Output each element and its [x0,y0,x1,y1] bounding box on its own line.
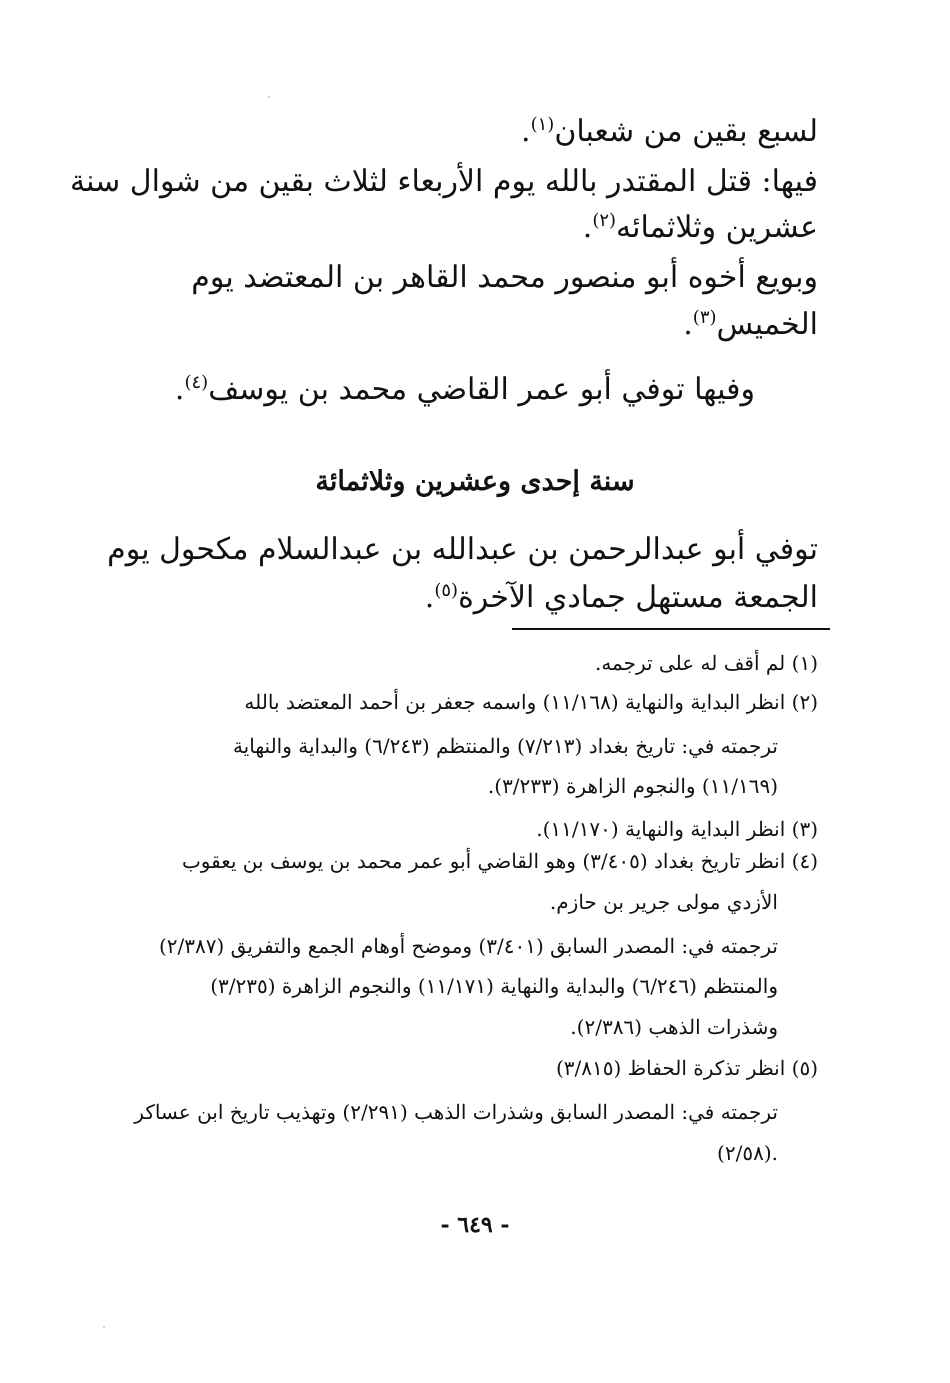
body-line-1: لسبع بقين من شعبان$^{(١)}$. [521,114,818,149]
section-line-1: توفي أبو عبدالرحمن بن عبدالله بن عبدالسلام مكحول يوم [107,532,818,567]
footnote-ref[interactable]: (٣) [692,307,717,328]
body-line-2: فيها: قتل المقتدر بالله يوم الأربعاء لثلاث بقين من شوال سنة [70,164,818,199]
footnote-4-cont-1: الأزدي مولى جرير بن حازم. [549,890,778,914]
footnote-3: (٣) انظر البداية والنهاية (١١/١٧٠). [536,817,818,841]
page-number: - ٦٤٩ - [440,1212,510,1238]
footnote-4-cont-4: وشذرات الذهب (٢/٣٨٦). [570,1015,778,1039]
scan-speck [268,96,270,98]
footnote-4-cont-2: ترجمته في: المصدر السابق (٣/٤٠١) وموضح أوهام الجمع والتفريق (٢/٣٨٧) [158,934,778,958]
scan-speck [103,1326,105,1328]
footnote-4-cont-3: والمنتظم (٦/٢٤٦) والبداية والنهاية (١١/١٧١) والنجوم الزاهرة (٣/٢٣٥) [210,974,778,998]
footnote-4: (٤) انظر تاريخ بغداد (٣/٤٠٥) وهو القاضي أبو عمر محمد بن يوسف بن يعقوب [181,849,818,873]
body-line-6: وفيها توفي أبو عمر القاضي محمد بن يوسف$^{(٤)}$. [174,372,755,407]
footnote-2: (٢) انظر البداية والنهاية (١١/١٦٨) واسمه جعفر بن أحمد المعتضد بالله [244,690,818,714]
footnote-ref[interactable]: (١) [530,114,555,135]
footnote-1: (١) لم أقف له على ترجمه. [594,651,818,675]
section-line-2: الجمعة مستهل جمادي الآخرة$^{(٥)}$. [424,580,818,615]
footnote-separator [512,628,830,630]
footnote-5-cont-1: ترجمته في: المصدر السابق وشذرات الذهب (٢/٢٩١) وتهذيب تاريخ ابن عساكر [134,1100,778,1124]
footnote-ref[interactable]: (٥) [434,580,459,601]
footnote-ref[interactable]: (٢) [592,210,617,231]
body-line-3: عشرين وثلاثمائه$^{(٢)}$. [582,210,818,245]
footnote-2-cont-2: (١١/١٦٩) والنجوم الزاهرة (٣/٢٣٣). [487,774,778,798]
section-heading: سنة إحدى وعشرين وثلاثمائة [315,466,635,497]
footnote-5-cont-2: (٢/٥٨). [717,1141,778,1165]
footnote-5: (٥) انظر تذكرة الحفاظ (٣/٨١٥) [555,1056,818,1080]
footnote-ref[interactable]: (٤) [184,372,209,393]
footnote-2-cont-1: ترجمته في: تاريخ بغداد (٧/٢١٣) والمنتظم (٦/٢٤٣) والبداية والنهاية [232,734,778,758]
body-line-5: الخميس$^{(٣)}$. [683,307,818,342]
body-line-4: وبويع أخوه أبو منصور محمد القاهر بن المعتضد يوم [191,260,818,295]
